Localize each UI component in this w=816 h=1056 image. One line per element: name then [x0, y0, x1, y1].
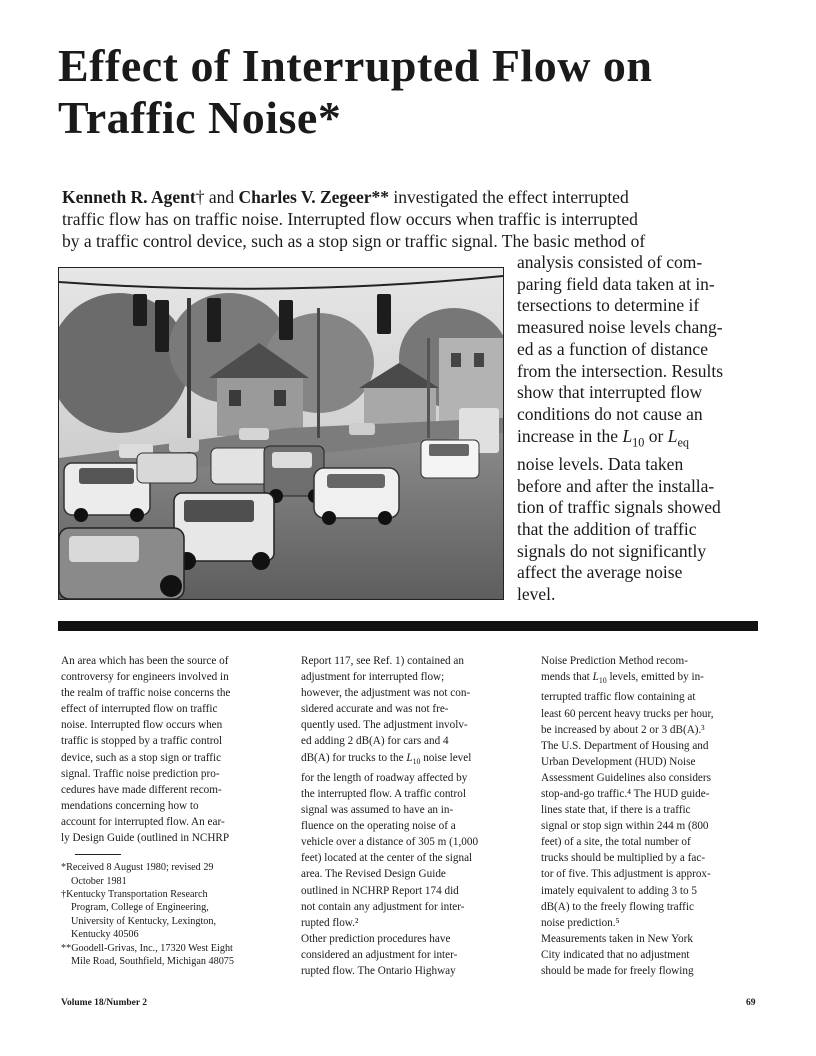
abstract-line: affect the average noise [517, 562, 683, 583]
body-text-line: fluence on the operating noise of a [301, 820, 456, 833]
footnote-line: University of Kentucky, Lexington, [71, 915, 217, 927]
abstract-line: tion of traffic signals showed [517, 497, 721, 518]
abstract-line: ed as a function of distance [517, 338, 708, 359]
abstract-line-2: traffic flow has on traffic noise. Interrupted flow occurs when traffic is interrupted [62, 209, 638, 229]
body-text-line: account for interrupted flow. An ear- [61, 815, 225, 828]
body-text-line: Assessment Guidelines also considers [541, 771, 711, 784]
abstract-line-1-rest: investigated the effect interrupted [388, 187, 629, 207]
body-text-line: considered an adjustment for inter- [301, 948, 458, 961]
abstract [62, 186, 762, 252]
abstract-continued [517, 252, 767, 606]
body-text-line: signal or stop sign within 244 m (800 [541, 820, 709, 833]
footnotes [61, 861, 277, 968]
column-3-text [541, 653, 757, 979]
body-text-line: imately equivalent to adding 3 to 5 [541, 884, 697, 897]
body-text-line: cedures have made different recom- [61, 783, 222, 796]
body-text-line: Other prediction procedures have [301, 932, 451, 945]
body-text-line: Measurements taken in New York [541, 932, 693, 945]
abstract-line: paring field data taken at in- [517, 273, 715, 294]
abstract-line-1 [62, 186, 762, 208]
body-text-line: stop-and-go traffic.⁴ The HUD guide- [541, 787, 710, 800]
article-title [58, 40, 778, 144]
body-text-line: be increased by about 2 or 3 dB(A).³ [541, 723, 705, 736]
body-text-line: lines state that, if there is a traffic [541, 804, 691, 817]
body-column-1 [61, 653, 277, 968]
body-text-line: dB(A) for trucks to the $L_{10}$ noise level [301, 751, 472, 766]
body-text-line: traffic is stopped by a traffic control [61, 735, 223, 748]
body-text-line: vehicle over a distance of 305 m (1,000 [301, 836, 479, 849]
footnote-line: Mile Road, Southfield, Michigan 48075 [71, 955, 234, 967]
body-text-line: signal. Traffic noise prediction pro- [61, 767, 220, 780]
abstract-line: tersections to determine if [517, 295, 700, 316]
body-text-line: adjustment for interrupted flow; [301, 671, 445, 684]
column-1-text [61, 653, 277, 846]
abstract-line: measured noise levels chang- [517, 317, 723, 338]
abstract-line: from the intersection. Results [517, 360, 724, 381]
abstract-line: noise levels. Data taken [517, 453, 684, 474]
body-text-line: area. The Revised Design Guide [301, 868, 446, 881]
abstract-line: that the addition of traffic [517, 518, 697, 539]
body-text-line: tor of five. This adjustment is approx- [541, 868, 711, 881]
body-text-line: controversy for engineers involved in [61, 671, 229, 684]
body-text-line: quently used. The adjustment involv- [301, 719, 468, 732]
footnote-line: *Received 8 August 1980; revised 29 [61, 862, 214, 874]
body-text-line: terrupted traffic flow containing at [541, 691, 696, 704]
abstract-line: signals do not significantly [517, 540, 707, 561]
body-text-line: rupted flow.² [301, 916, 359, 929]
author-2-mark: ** [371, 187, 389, 207]
body-text-line: dB(A) to the freely flowing traffic [541, 900, 694, 913]
body-text-line: outlined in NCHRP Report 174 did [301, 884, 459, 897]
body-text-line: City indicated that no adjustment [541, 948, 690, 961]
body-text-line: the realm of traffic noise concerns the [61, 687, 231, 700]
author-conjunction: and [204, 187, 239, 207]
body-text-line: should be made for freely flowing [541, 965, 694, 978]
footnote-line: Program, College of Engineering, [71, 902, 209, 914]
footnote-line: October 1981 [71, 875, 127, 887]
body-text-line: ed adding 2 dB(A) for cars and 4 [301, 735, 449, 748]
body-text-line: ly Design Guide (outlined in NCHRP [61, 832, 230, 845]
abstract-line: show that interrupted flow [517, 382, 703, 403]
footnote-line: †Kentucky Transportation Research [61, 888, 208, 900]
body-text-line: not contain any adjustment for inter- [301, 900, 465, 913]
abstract-line: level. [517, 584, 556, 605]
body-text-line: feet) located at the center of the signal [301, 852, 473, 865]
body-text-line: device, such as a stop sign or traffic [61, 751, 222, 764]
abstract-line: analysis consisted of com- [517, 252, 703, 272]
body-text-line: however, the adjustment was not con- [301, 687, 471, 700]
author-2: Charles V. Zegeer [238, 187, 372, 207]
body-text-line: Report 117, see Ref. 1) contained an [301, 655, 464, 667]
body-text-line: Noise Prediction Method recom- [541, 655, 688, 667]
author-1: Kenneth R. Agent [62, 187, 196, 207]
footnote-rule [75, 854, 121, 855]
body-text-line: for the length of roadway affected by [301, 771, 468, 784]
body-text-line: the interrupted flow. A traffic control [301, 787, 466, 800]
body-text-line: trucks should be multiplied by a fac- [541, 852, 706, 865]
abstract-line: before and after the installa- [517, 475, 715, 496]
body-column-3 [541, 653, 757, 979]
body-text-line: least 60 percent heavy trucks per hour, [541, 707, 714, 720]
footnote-line: Kentucky 40506 [71, 929, 139, 941]
body-text-line: effect of interrupted flow on traffic [61, 703, 218, 716]
body-text-line: noise. Interrupted flow occurs when [61, 719, 223, 732]
body-text-line: mends that $L_{10}$ levels, emitted by in- [541, 671, 704, 686]
body-text-line: The U.S. Department of Housing and [541, 739, 709, 752]
body-text-line: feet) of a site, the total number of [541, 836, 691, 849]
body-column-2 [301, 653, 517, 979]
column-2-text [301, 653, 517, 979]
footer-page-number: 69 [746, 998, 756, 1008]
abstract-line: conditions do not cause an [517, 403, 703, 424]
abstract-line: increase in the $L_{10}$ or $L_{eq}$ [517, 425, 690, 450]
body-text-line: rupted flow. The Ontario Highway [301, 965, 456, 978]
body-text-line: mendations concerning how to [61, 799, 199, 812]
abstract-line-3: by a traffic control device, such as a stop sign or traffic signal. The basic method of [62, 231, 646, 251]
footer-volume: Volume 18/Number 2 [61, 998, 148, 1008]
body-text-line: noise prediction.⁵ [541, 916, 620, 929]
body-text-line: sidered accurate and was not fre- [301, 703, 449, 716]
section-rule [58, 621, 758, 631]
body-text-line: An area which has been the source of [61, 655, 229, 667]
intersection-photo [58, 267, 504, 600]
author-1-mark: † [195, 187, 205, 207]
footnote-line: **Goodell-Grivas, Inc., 17320 West Eight [61, 942, 233, 954]
title-line-2: Traffic Noise* [58, 92, 342, 143]
body-text-line: Urban Development (HUD) Noise [541, 755, 696, 768]
body-text-line: signal was assumed to have an in- [301, 804, 454, 817]
title-line-1: Effect of Interrupted Flow on [58, 40, 653, 91]
